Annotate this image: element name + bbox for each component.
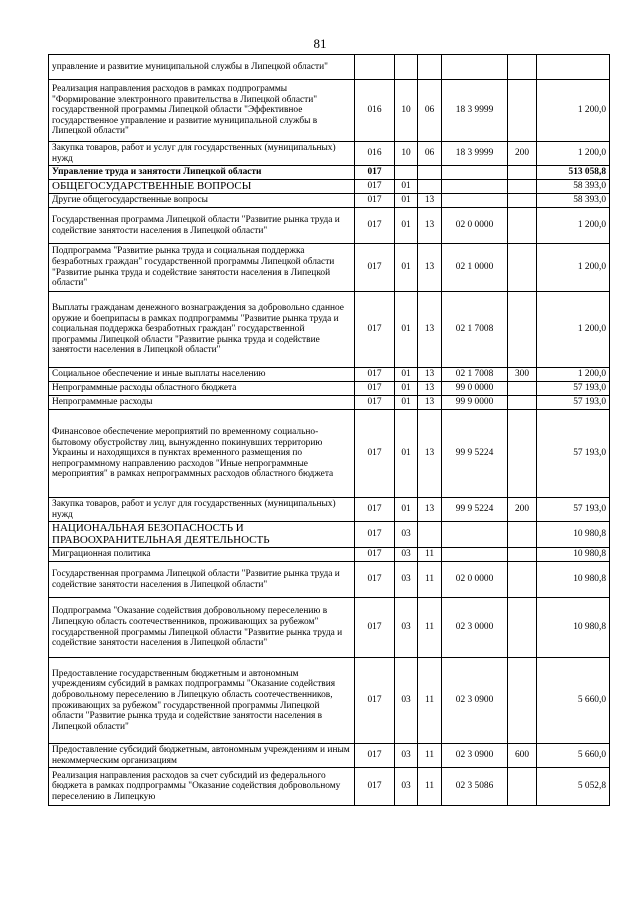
table-row — [49, 598, 610, 658]
section-code-cell: 01 — [395, 244, 418, 292]
expense-type-cell — [508, 166, 537, 180]
section-code-cell: 01 — [395, 498, 418, 522]
subsection-code-cell: 11 — [418, 744, 442, 768]
section-code-cell: 03 — [395, 744, 418, 768]
expense-type-cell — [508, 598, 537, 658]
table-row — [49, 658, 610, 744]
expense-name-cell: Непрограммные расходы — [49, 396, 355, 410]
admin-code-cell: 017 — [355, 658, 395, 744]
admin-code-cell: 017 — [355, 768, 395, 806]
subsection-code-cell: 13 — [418, 194, 442, 208]
admin-code-cell: 017 — [355, 562, 395, 598]
table-row — [49, 498, 610, 522]
amount-cell: 1 200,0 — [537, 208, 610, 244]
expense-name-cell: Другие общегосударственные вопросы — [49, 194, 355, 208]
admin-code-cell: 017 — [355, 194, 395, 208]
section-code-cell: 01 — [395, 180, 418, 194]
section-code-cell: 01 — [395, 292, 418, 368]
subsection-code-cell — [418, 180, 442, 194]
subsection-code-cell: 11 — [418, 658, 442, 744]
section-code-cell: 03 — [395, 658, 418, 744]
target-article-cell: 99 0 0000 — [442, 382, 508, 396]
section-code-cell: 01 — [395, 382, 418, 396]
admin-code-cell: 017 — [355, 396, 395, 410]
table-row — [49, 208, 610, 244]
expense-name-cell: Закупка товаров, работ и услуг для государственных (муниципальных) нужд — [49, 498, 355, 522]
expense-type-cell: 300 — [508, 368, 537, 382]
admin-code-cell: 017 — [355, 548, 395, 562]
table-row — [49, 522, 610, 548]
admin-code-cell: 017 — [355, 368, 395, 382]
admin-code-cell: 017 — [355, 180, 395, 194]
subsection-code-cell: 11 — [418, 768, 442, 806]
expense-name-cell: Управление труда и занятости Липецкой области — [49, 166, 355, 180]
expense-name-cell: Финансовое обеспечение мероприятий по временному социально-бытовому обустройству лиц, вынужденно покинувших территорию Украины и находящихся в пунктах временного размещения по непрограммному направлению расходов "Иные непрограммные мероприятия" в рамках непрограммных расходов областного бюджета — [49, 410, 355, 498]
target-article-cell — [442, 522, 508, 548]
target-article-cell: 02 3 0900 — [442, 658, 508, 744]
expense-name-cell: Реализация направления расходов в рамках подпрограммы "Формирование электронного правительства в Липецкой области" государственной программы Липецкой области "Эффективное государственное управление и развитие муниципальной службы в Липецкой области" — [49, 80, 355, 142]
expense-type-cell — [508, 180, 537, 194]
section-code-cell: 10 — [395, 80, 418, 142]
section-code-cell — [395, 55, 418, 80]
section-code-cell: 03 — [395, 522, 418, 548]
amount-cell: 57 193,0 — [537, 410, 610, 498]
subsection-code-cell: 13 — [418, 208, 442, 244]
target-article-cell: 02 3 0000 — [442, 598, 508, 658]
amount-cell: 58 393,0 — [537, 194, 610, 208]
subsection-code-cell: 11 — [418, 548, 442, 562]
target-article-cell — [442, 55, 508, 80]
amount-cell: 1 200,0 — [537, 292, 610, 368]
subsection-code-cell: 13 — [418, 292, 442, 368]
expense-type-cell — [508, 658, 537, 744]
amount-cell: 58 393,0 — [537, 180, 610, 194]
expense-name-cell: Государственная программа Липецкой области "Развитие рынка труда и содействие занятости населения в Липецкой области" — [49, 562, 355, 598]
expense-name-cell: Подпрограмма "Оказание содействия добровольному переселению в Липецкую область соотечественников, проживающих за рубежом" государственной программы Липецкой области "Развитие рынка труда и содействие занятости населения в Липецкой области" — [49, 598, 355, 658]
table-row — [49, 382, 610, 396]
amount-cell: 513 058,8 — [537, 166, 610, 180]
expense-name-cell: управление и развитие муниципальной службы в Липецкой области" — [49, 55, 355, 80]
expense-type-cell — [508, 382, 537, 396]
table-row — [49, 80, 610, 142]
page-number: 81 — [313, 36, 327, 51]
table-row — [49, 166, 610, 180]
expense-type-cell: 200 — [508, 142, 537, 166]
subsection-code-cell — [418, 55, 442, 80]
budget-table — [48, 54, 610, 806]
admin-code-cell: 017 — [355, 382, 395, 396]
expense-type-cell — [508, 55, 537, 80]
amount-cell: 10 980,8 — [537, 522, 610, 548]
expense-type-cell — [508, 396, 537, 410]
table-row — [49, 180, 610, 194]
section-code-cell: 03 — [395, 598, 418, 658]
target-article-cell: 99 9 0000 — [442, 396, 508, 410]
amount-cell: 5 660,0 — [537, 744, 610, 768]
target-article-cell: 02 3 0900 — [442, 744, 508, 768]
target-article-cell: 02 1 0000 — [442, 244, 508, 292]
subsection-code-cell: 13 — [418, 382, 442, 396]
expense-name-cell: Выплаты гражданам денежного вознаграждения за добровольно сданное оружие и боеприпасы в рамках подпрограммы "Развитие рынка труда и социальная поддержка безработных граждан" государственной программы Липецкой области "Развитие рынка труда и содействие занятости населения в Липецкой области" — [49, 292, 355, 368]
subsection-code-cell: 13 — [418, 396, 442, 410]
section-code-cell: 01 — [395, 194, 418, 208]
expense-name-cell: Предоставление государственным бюджетным и автономным учреждениям субсидий в рамках подпрограммы "Оказание содействия добровольному переселению в Липецкую область соотечественников, проживающих за рубежом" государственной программы Липецкой области "Развитие рынка труда и содействие занятости населения в Липецкой области" — [49, 658, 355, 744]
table-row — [49, 396, 610, 410]
target-article-cell: 18 3 9999 — [442, 80, 508, 142]
admin-code-cell: 017 — [355, 410, 395, 498]
subsection-code-cell — [418, 166, 442, 180]
table-row — [49, 548, 610, 562]
amount-cell: 1 200,0 — [537, 142, 610, 166]
admin-code-cell: 016 — [355, 142, 395, 166]
admin-code-cell: 017 — [355, 292, 395, 368]
table-row — [49, 368, 610, 382]
expense-name-cell: Социальное обеспечение и иные выплаты населению — [49, 368, 355, 382]
admin-code-cell: 017 — [355, 208, 395, 244]
amount-cell: 5 052,8 — [537, 768, 610, 806]
amount-cell: 10 980,8 — [537, 598, 610, 658]
target-article-cell — [442, 194, 508, 208]
target-article-cell: 02 1 7008 — [442, 292, 508, 368]
subsection-code-cell: 13 — [418, 410, 442, 498]
section-code-cell: 03 — [395, 768, 418, 806]
table-row — [49, 744, 610, 768]
subsection-code-cell: 06 — [418, 142, 442, 166]
subsection-code-cell: 13 — [418, 368, 442, 382]
expense-type-cell — [508, 768, 537, 806]
amount-cell: 57 193,0 — [537, 382, 610, 396]
expense-type-cell — [508, 80, 537, 142]
section-code-cell: 03 — [395, 548, 418, 562]
target-article-cell: 99 9 5224 — [442, 498, 508, 522]
target-article-cell — [442, 548, 508, 562]
table-row — [49, 55, 610, 80]
admin-code-cell: 017 — [355, 166, 395, 180]
subsection-code-cell: 11 — [418, 598, 442, 658]
section-code-cell: 01 — [395, 410, 418, 498]
amount-cell: 1 200,0 — [537, 80, 610, 142]
admin-code-cell: 017 — [355, 744, 395, 768]
admin-code-cell: 017 — [355, 598, 395, 658]
expense-type-cell — [508, 208, 537, 244]
table-row — [49, 244, 610, 292]
admin-code-cell: 017 — [355, 244, 395, 292]
amount-cell: 10 980,8 — [537, 562, 610, 598]
amount-cell: 57 193,0 — [537, 498, 610, 522]
expense-name-cell: Миграционная политика — [49, 548, 355, 562]
expense-name-cell: Подпрограмма "Развитие рынка труда и социальная поддержка безработных граждан" государственной программы Липецкой области "Развитие рынка труда и содействие занятости населения в Липецкой области" — [49, 244, 355, 292]
subsection-code-cell: 11 — [418, 562, 442, 598]
expense-type-cell: 600 — [508, 744, 537, 768]
admin-code-cell: 017 — [355, 498, 395, 522]
target-article-cell — [442, 166, 508, 180]
table-row — [49, 768, 610, 806]
subsection-code-cell: 06 — [418, 80, 442, 142]
table-row — [49, 562, 610, 598]
admin-code-cell — [355, 55, 395, 80]
expense-type-cell — [508, 194, 537, 208]
target-article-cell: 18 3 9999 — [442, 142, 508, 166]
admin-code-cell: 016 — [355, 80, 395, 142]
expense-type-cell — [508, 292, 537, 368]
budget-table-body — [49, 55, 610, 806]
table-row — [49, 292, 610, 368]
expense-type-cell — [508, 410, 537, 498]
section-code-cell: 03 — [395, 562, 418, 598]
subsection-code-cell — [418, 522, 442, 548]
target-article-cell: 99 9 5224 — [442, 410, 508, 498]
admin-code-cell: 017 — [355, 522, 395, 548]
amount-cell: 1 200,0 — [537, 368, 610, 382]
amount-cell: 57 193,0 — [537, 396, 610, 410]
amount-cell — [537, 55, 610, 80]
expense-name-cell: Реализация направления расходов за счет субсидий из федерального бюджета в рамках подпрограммы "Оказание содействия добровольному переселению в Липецкую — [49, 768, 355, 806]
table-row — [49, 142, 610, 166]
target-article-cell — [442, 180, 508, 194]
expense-type-cell — [508, 244, 537, 292]
expense-name-cell: Предоставление субсидий бюджетным, автономным учреждениям и иным некоммерческим организациям — [49, 744, 355, 768]
expense-type-cell — [508, 548, 537, 562]
expense-name-cell: Государственная программа Липецкой области "Развитие рынка труда и содействие занятости населения в Липецкой области" — [49, 208, 355, 244]
expense-name-cell: ОБЩЕГОСУДАРСТВЕННЫЕ ВОПРОСЫ — [49, 180, 355, 194]
expense-name-cell: НАЦИОНАЛЬНАЯ БЕЗОПАСНОСТЬ И ПРАВООХРАНИТЕЛЬНАЯ ДЕЯТЕЛЬНОСТЬ — [49, 522, 355, 548]
expense-name-cell: Непрограммные расходы областного бюджета — [49, 382, 355, 396]
section-code-cell: 01 — [395, 208, 418, 244]
expense-type-cell: 200 — [508, 498, 537, 522]
table-row — [49, 194, 610, 208]
target-article-cell: 02 3 5086 — [442, 768, 508, 806]
section-code-cell: 10 — [395, 142, 418, 166]
expense-type-cell — [508, 562, 537, 598]
section-code-cell — [395, 166, 418, 180]
table-row — [49, 410, 610, 498]
expense-name-cell: Закупка товаров, работ и услуг для государственных (муниципальных) нужд — [49, 142, 355, 166]
amount-cell: 5 660,0 — [537, 658, 610, 744]
subsection-code-cell: 13 — [418, 244, 442, 292]
expense-type-cell — [508, 522, 537, 548]
amount-cell: 1 200,0 — [537, 244, 610, 292]
target-article-cell: 02 0 0000 — [442, 208, 508, 244]
subsection-code-cell: 13 — [418, 498, 442, 522]
target-article-cell: 02 1 7008 — [442, 368, 508, 382]
section-code-cell: 01 — [395, 368, 418, 382]
section-code-cell: 01 — [395, 396, 418, 410]
target-article-cell: 02 0 0000 — [442, 562, 508, 598]
amount-cell: 10 980,8 — [537, 548, 610, 562]
